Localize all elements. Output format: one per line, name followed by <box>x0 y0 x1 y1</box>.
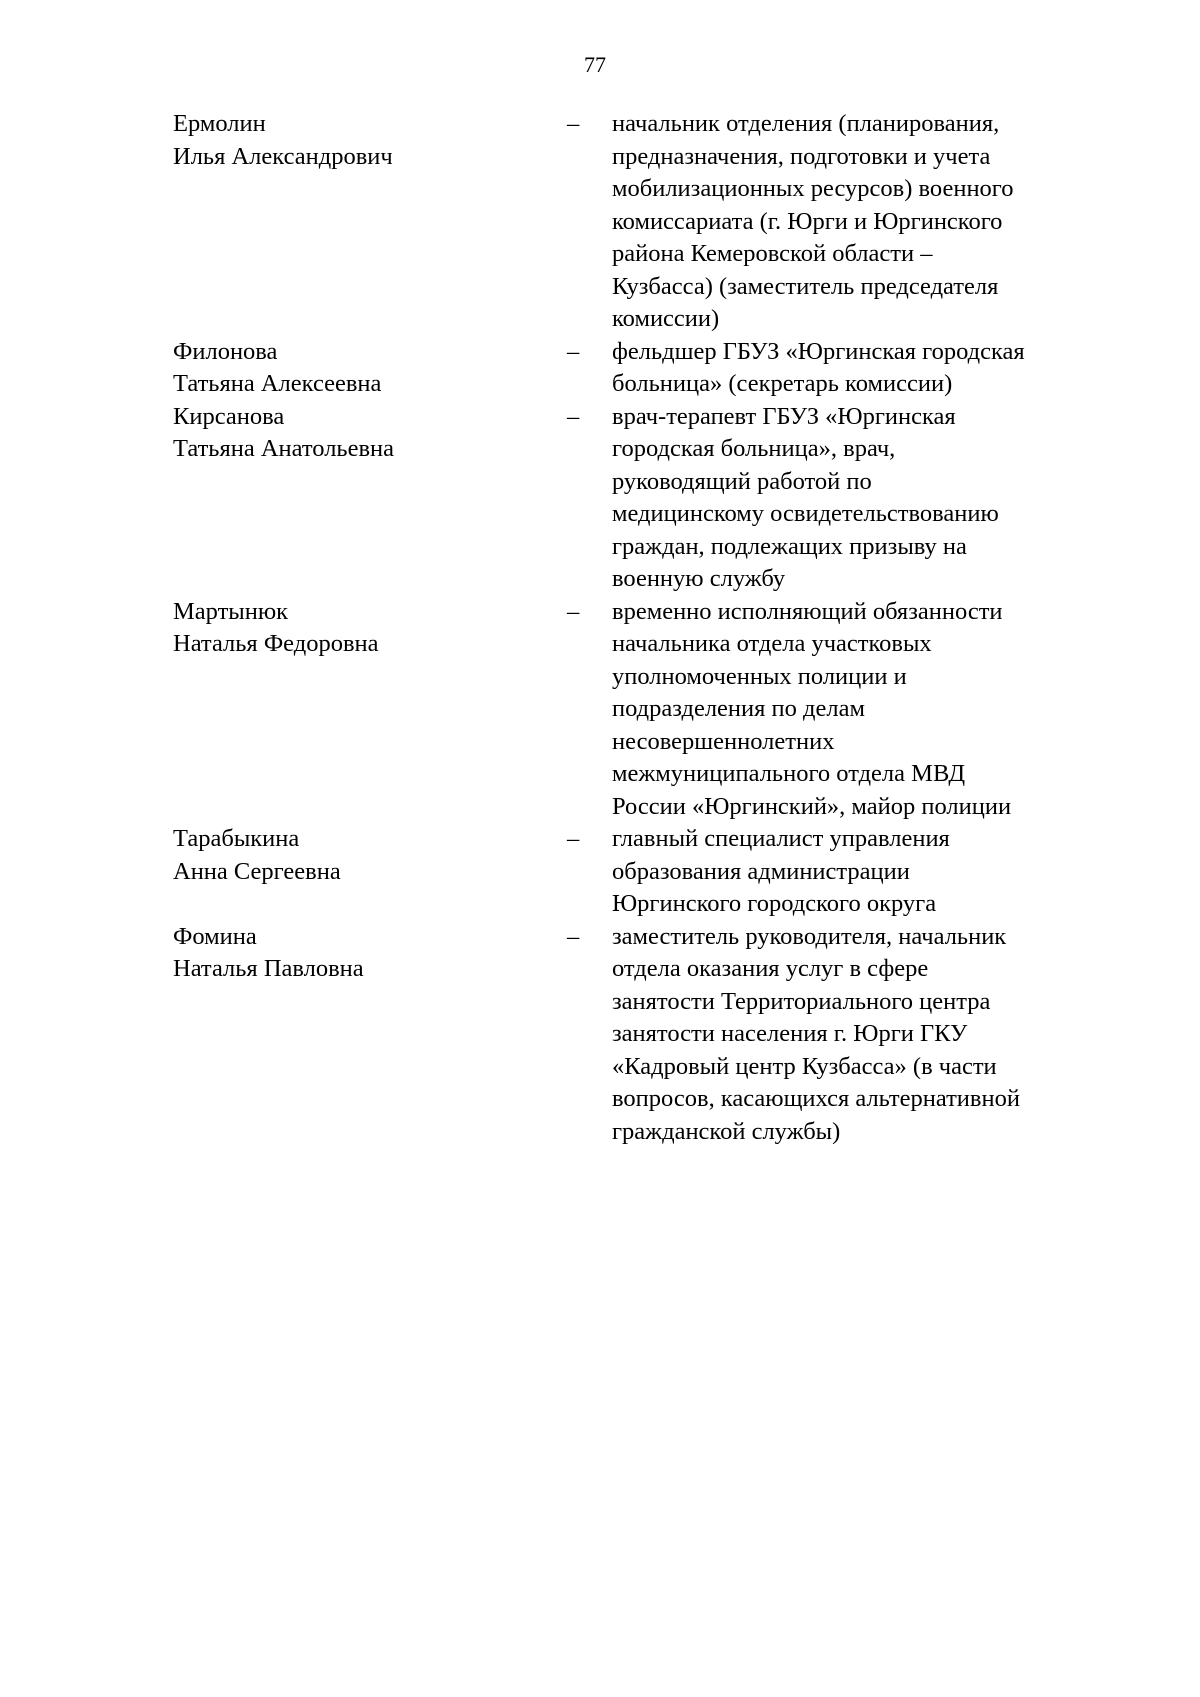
dash-separator: – <box>567 110 580 137</box>
role-line: фельдшер ГБУЗ «Юргинская городская <box>612 337 1025 365</box>
role-line: комиссариата (г. Юрги и Юргинского <box>612 207 1003 235</box>
role-line: занятости Территориального центра <box>612 987 991 1015</box>
member-surname: Ермолин <box>173 110 266 137</box>
role-line: предназначения, подготовки и учета <box>612 142 991 170</box>
role-line: временно исполняющий обязанности <box>612 597 1003 625</box>
dash-separator: – <box>567 825 580 852</box>
member-entry <box>173 108 1133 336</box>
member-name <box>173 336 567 401</box>
dash-separator: – <box>567 922 580 950</box>
member-given-names: Наталья Павловна <box>173 955 364 982</box>
role-line: «Кадровый центр Кузбасса» (в части <box>612 1052 997 1080</box>
role-line: Юргинского городского округа <box>612 890 937 917</box>
member-name <box>173 108 567 173</box>
member-entry <box>173 823 1133 921</box>
member-surname: Фомина <box>173 922 257 950</box>
member-entry <box>173 596 1133 824</box>
role-line: России «Юргинский», майор полиции <box>612 792 1012 820</box>
member-entry <box>173 921 1133 1149</box>
role-line: района Кемеровской области – <box>612 240 933 267</box>
role-line: занятости населения г. Юрги ГКУ <box>612 1020 968 1047</box>
role-line: городская больница», врач, <box>612 435 896 462</box>
dash-separator: – <box>567 597 580 625</box>
role-line: заместитель руководителя, начальник <box>612 922 1007 950</box>
member-given-names: Наталья Федоровна <box>173 630 379 657</box>
role-line: мобилизационных ресурсов) военного <box>612 175 1014 202</box>
role-line: главный специалист управления <box>612 825 950 852</box>
page-number: 77 <box>584 52 606 77</box>
dash-separator: – <box>567 337 580 365</box>
member-role <box>612 823 1133 921</box>
role-line: Кузбасса) (заместитель председателя <box>612 272 999 300</box>
commission-member-list <box>173 108 1133 1148</box>
role-line: уполномоченных полиции и <box>612 662 907 690</box>
member-entry <box>173 336 1133 401</box>
member-surname: Тарабыкина <box>173 825 300 852</box>
member-given-names: Татьяна Анатольевна <box>173 435 395 462</box>
role-line: отдела оказания услуг в сфере <box>612 955 929 982</box>
dash-separator: – <box>567 402 580 430</box>
member-name <box>173 823 567 888</box>
role-line: больница» (секретарь комиссии) <box>612 370 953 397</box>
role-line: комиссии) <box>612 305 720 332</box>
role-line: межмуниципального отдела МВД <box>612 760 966 787</box>
member-name <box>173 596 567 661</box>
role-line: вопросов, касающихся альтернативной <box>612 1085 1020 1112</box>
member-surname: Кирсанова <box>173 402 285 430</box>
member-surname: Мартынюк <box>173 597 289 625</box>
role-line: начальника отдела участковых <box>612 630 932 657</box>
role-line: руководящий работой по <box>612 467 872 495</box>
member-role <box>612 596 1133 824</box>
member-given-names: Татьяна Алексеевна <box>173 370 382 397</box>
member-name <box>173 921 567 986</box>
member-role <box>612 921 1133 1149</box>
role-line: гражданской службы) <box>612 1117 841 1145</box>
member-given-names: Илья Александрович <box>173 142 393 170</box>
role-line: образования администрации <box>612 857 910 885</box>
role-line: подразделения по делам <box>612 695 865 722</box>
member-given-names: Анна Сергеевна <box>173 857 341 885</box>
role-line: несовершеннолетних <box>612 727 835 755</box>
role-line: военную службу <box>612 565 786 592</box>
member-name <box>173 401 567 466</box>
member-role <box>612 336 1133 401</box>
role-line: медицинскому освидетельствованию <box>612 500 999 527</box>
role-line: врач-терапевт ГБУЗ «Юргинская <box>612 402 956 430</box>
member-role <box>612 401 1133 596</box>
member-role <box>612 108 1133 336</box>
member-surname: Филонова <box>173 337 278 365</box>
role-line: начальник отделения (планирования, <box>612 110 1000 137</box>
member-entry <box>173 401 1133 596</box>
role-line: граждан, подлежащих призыву на <box>612 532 967 560</box>
